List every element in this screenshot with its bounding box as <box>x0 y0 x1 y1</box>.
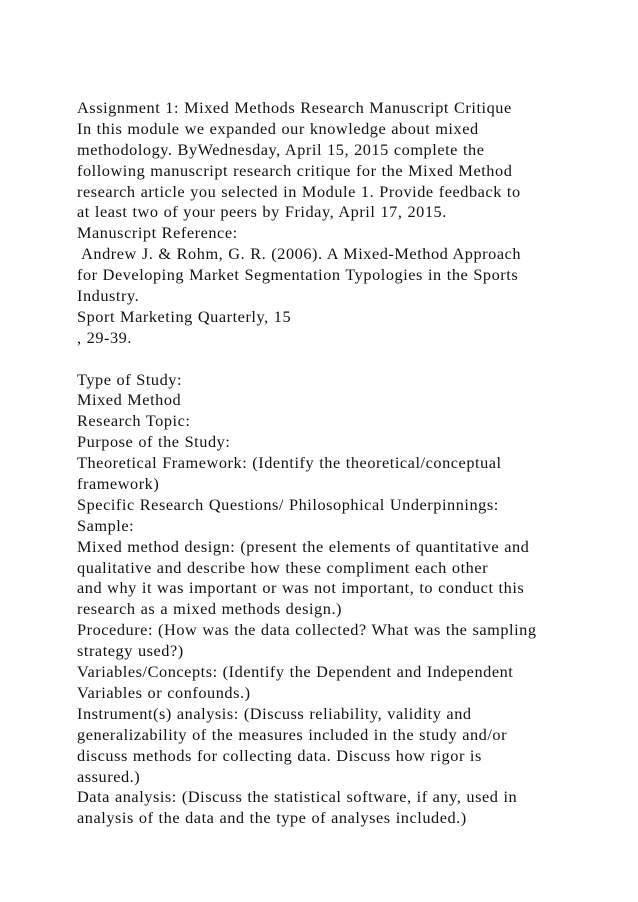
reference-line-3: Industry. <box>77 286 140 306</box>
research-questions-label: Specific Research Questions/ Philosophical Underpinnings: <box>77 494 499 514</box>
reference-heading: Manuscript Reference: <box>77 223 238 243</box>
theoretical-framework-line-2: framework) <box>77 474 160 494</box>
procedure-line-1: Procedure: (How was the data collected? What was the sampling <box>77 620 537 640</box>
reference-journal: Sport Marketing Quarterly, 15 <box>77 306 292 326</box>
data-analysis-line-2: analysis of the data and the type of analyses included.) <box>77 808 467 828</box>
reference-pages: , 29-39. <box>77 327 132 347</box>
theoretical-framework-line-1: Theoretical Framework: (Identify the theoretical/conceptual <box>77 453 502 473</box>
intro-line-2: methodology. ByWednesday, April 15, 2015 complete the <box>77 139 485 159</box>
type-of-study-label: Type of Study: <box>77 369 183 389</box>
reference-line-1: Andrew J. & Rohm, G. R. (2006). A Mixed-Method Approach <box>77 244 522 264</box>
intro-line-1: In this module we expanded our knowledge about mixed <box>77 118 479 138</box>
instrument-analysis-line-4: assured.) <box>77 766 141 786</box>
sample-label: Sample: <box>77 515 135 535</box>
data-analysis-line-1: Data analysis: (Discuss the statistical software, if any, used in <box>77 787 518 807</box>
reference-line-2: for Developing Market Segmentation Typologies in the Sports <box>77 265 519 285</box>
document-body <box>77 98 622 829</box>
research-topic-label: Research Topic: <box>77 411 191 431</box>
mixed-method-design-line-2: qualitative and describe how these compliment each other <box>77 557 489 577</box>
mixed-method-design-line-3: and why it was important or was not important, to conduct this <box>77 578 525 598</box>
instrument-analysis-line-3: discuss methods for collecting data. Discuss how rigor is <box>77 745 482 765</box>
purpose-label: Purpose of the Study: <box>77 432 231 452</box>
instrument-analysis-line-1: Instrument(s) analysis: (Discuss reliability, validity and <box>77 703 472 723</box>
intro-line-5: at least two of your peers by Friday, April 17, 2015. <box>77 202 447 222</box>
variables-line-1: Variables/Concepts: (Identify the Dependent and Independent <box>77 662 514 682</box>
intro-line-4: research article you selected in Module 1. Provide feedback to <box>77 181 521 201</box>
variables-line-2: Variables or confounds.) <box>77 682 251 702</box>
mixed-method-design-line-4: research as a mixed methods design.) <box>77 599 343 619</box>
instrument-analysis-line-2: generalizability of the measures included in the study and/or <box>77 724 508 744</box>
blank-line <box>77 349 622 370</box>
mixed-method-design-line-1: Mixed method design: (present the elements of quantitative and <box>77 536 530 556</box>
intro-line-3: following manuscript research critique for the Mixed Method <box>77 160 513 180</box>
type-of-study-value: Mixed Method <box>77 390 182 410</box>
document-title: Assignment 1: Mixed Methods Research Manuscript Critique <box>77 98 512 117</box>
procedure-line-2: strategy used?) <box>77 641 184 661</box>
